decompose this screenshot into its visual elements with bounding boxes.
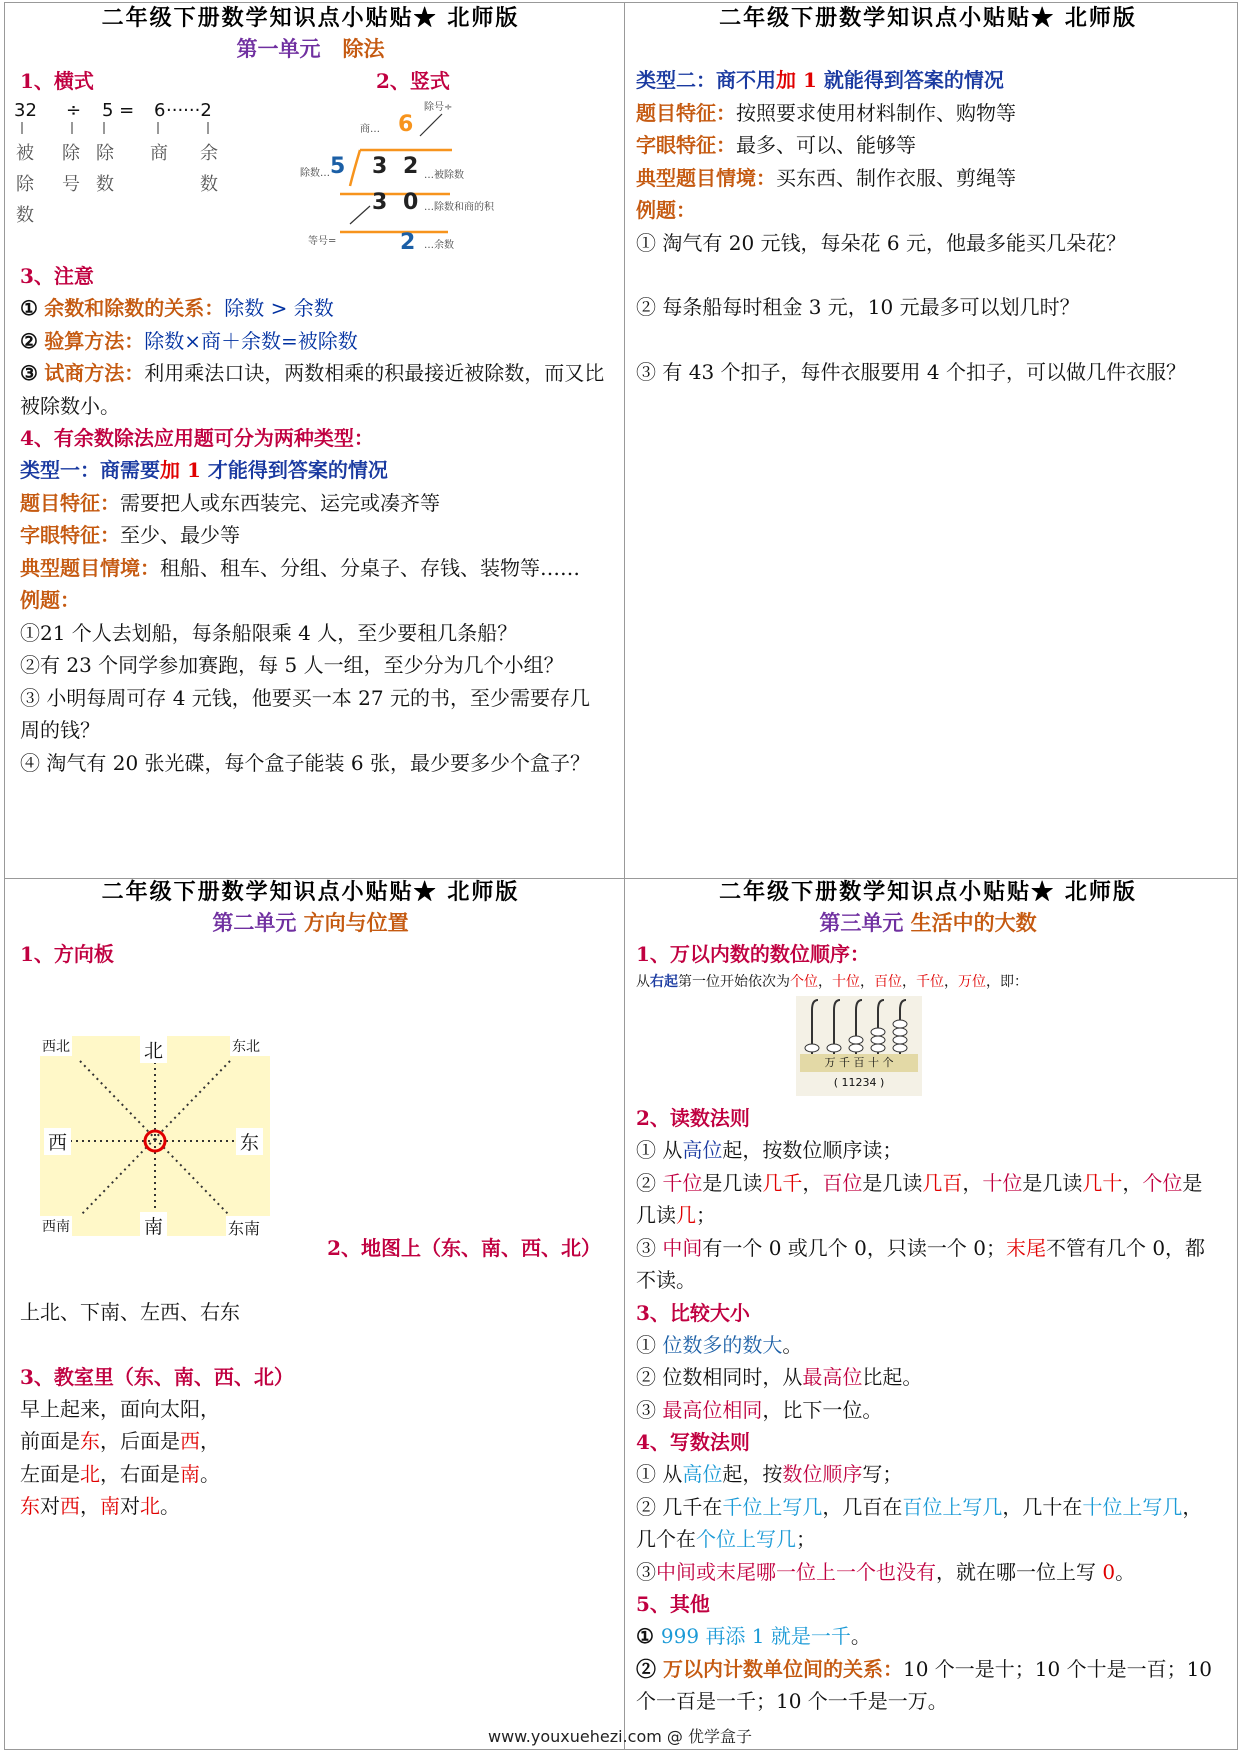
r2-n: 个位 <box>1142 1170 1183 1195</box>
l4-f: 对 <box>120 1494 140 1518</box>
w1-a: ① 从 <box>636 1462 683 1486</box>
c2-b: 最高位 <box>802 1365 863 1389</box>
direction-text <box>20 1296 605 1523</box>
reading-3 <box>636 1232 1220 1297</box>
c2-c: 比起。 <box>862 1365 923 1389</box>
note-3 <box>20 357 605 422</box>
classroom-line-4 <box>20 1490 605 1523</box>
pv-i: ，即： <box>986 974 1028 990</box>
r2-p: 几 <box>676 1203 696 1227</box>
cell-unit1 <box>4 2 619 875</box>
other-2 <box>636 1653 1220 1718</box>
type2-f3-text: 买东西、制作衣服、剪绳等 <box>776 165 1016 190</box>
type2-f3-label: 典型题目情境： <box>636 165 776 190</box>
heading-vertical: 2、竖式 <box>376 69 450 93</box>
pv-c: 第一位开始依次为 <box>678 974 790 990</box>
page-title: 二年级下册数学知识点小贴贴★ 北师版 <box>101 879 520 905</box>
w2-e: ，几十在 <box>1002 1494 1083 1519</box>
abacus-value: ( 11234 ) <box>833 1076 885 1089</box>
r1-c: 起，按数位顺序读； <box>722 1138 903 1162</box>
type2-f1-label: 题目特征： <box>636 100 736 125</box>
heading-classroom: 3、教室里（东、南、西、北） <box>20 1364 294 1389</box>
unit-topic: 除法 <box>342 36 385 61</box>
l2-d: 西 <box>180 1429 200 1453</box>
type1-a: 类型一：商需要 <box>20 458 160 482</box>
note-1 <box>20 292 605 325</box>
w2-g: ，几个在 <box>636 1494 1203 1551</box>
page-title: 二年级下册数学知识点小贴贴★ 北师版 <box>101 5 520 31</box>
r3-e: 不管有几个 0，都不读。 <box>636 1235 1206 1292</box>
abacus-figure <box>636 994 1220 1102</box>
classroom-line-3 <box>20 1458 605 1491</box>
heading-types: 4、有余数除法应用题可分为两种类型： <box>20 426 374 450</box>
l2-e: ， <box>200 1429 220 1453</box>
r2-g: 是几读 <box>862 1170 923 1195</box>
r3-c: 有一个 0 或几个 0，只读一个 0； <box>702 1235 1006 1260</box>
heading-reading: 2、读数法则 <box>636 1106 750 1130</box>
heading-compass: 1、方向板 <box>20 942 114 966</box>
example-2: ②有 23 个同学参加赛跑，每 5 人一组，至少分为几个小组？ <box>20 653 564 677</box>
r1-b: 高位 <box>682 1138 723 1162</box>
w2-d: 百位上写几 <box>902 1494 1003 1519</box>
r2-m: ， <box>1122 1170 1143 1195</box>
long-division-diagram <box>300 102 550 256</box>
label-divide-sign: 除号 <box>62 143 80 195</box>
type2-example-1: ① 淘气有 20 元钱，每朵花 6 元，他最多能买几朵花？ <box>636 230 1126 255</box>
type2-feature-3 <box>636 162 1220 195</box>
w2-f: 十位上写几 <box>1082 1494 1183 1519</box>
w3-c: ，就在哪一位上写 <box>936 1559 1096 1584</box>
example-1: ①21 个人去划船，每条船限乘 4 人，至少要租几条船？ <box>20 620 518 645</box>
r2-q: ； <box>696 1203 716 1227</box>
cell-unit3 <box>620 876 1238 1748</box>
c2-a: ② 位数相同时，从 <box>636 1365 803 1389</box>
vd-dividend: 3 2 <box>372 154 423 179</box>
w3-d: 0 <box>1096 1559 1116 1584</box>
pv-g: 千位 <box>916 974 944 990</box>
note-2-text: 除数×商＋余数=被除数 <box>144 328 358 353</box>
type2-example-3: ③ 有 43 个扣子，每件衣服要用 4 个扣子，可以做几件衣服？ <box>636 359 1186 384</box>
l4-d: ， <box>80 1494 100 1518</box>
eq-divisor: 5 = <box>102 100 135 121</box>
note-3-num: ③ <box>20 361 38 385</box>
type2-c: 就能得到答案的情况 <box>823 68 1004 92</box>
notes-section <box>20 260 605 779</box>
abacus-labels: 万 千 百 十 个 <box>800 1054 918 1072</box>
w1-b: 高位 <box>682 1462 723 1486</box>
compare-3 <box>636 1394 1220 1427</box>
type2-f2-label: 字眼特征： <box>636 133 736 157</box>
note-2-label: 验算方法： <box>44 328 145 353</box>
lbl-remainder: …余数 <box>424 240 454 251</box>
feature-2-text: 至少、最少等 <box>120 523 240 547</box>
label-remainder: 余数 <box>200 143 218 195</box>
r2-l: 几十 <box>1082 1170 1123 1195</box>
footer-watermark: www.youxuehezi.com @ 优学盒子 <box>488 1727 752 1746</box>
type2-feature-1 <box>636 97 1220 130</box>
compass-ne: 东北 <box>230 1036 262 1056</box>
c3-b: 最高位相同 <box>662 1397 763 1422</box>
reading-1 <box>636 1134 1220 1167</box>
label-divisor: 除数 <box>96 143 114 195</box>
note-3-text: 利用乘法口诀，两数相乘的积最接近被除数，而又比被除数小。 <box>20 361 605 418</box>
r2-j: 十位 <box>982 1170 1023 1195</box>
writing-1 <box>636 1458 1220 1491</box>
l3-c: ，右面是 <box>100 1461 180 1486</box>
r3-d: 末尾 <box>1005 1235 1046 1260</box>
w1-d: 数位顺序 <box>782 1462 863 1486</box>
eq-dividend: 32 <box>14 100 37 121</box>
w2-a: ② 几千在 <box>636 1494 723 1519</box>
heading-writing: 4、写数法则 <box>636 1430 750 1454</box>
type2-f2-text: 最多、可以、能够等 <box>736 133 916 157</box>
feature-1-label: 题目特征： <box>20 490 120 515</box>
type2-heading <box>636 64 1220 97</box>
type2-a: 类型二：商不用 <box>636 68 776 92</box>
l3-d: 南 <box>180 1461 200 1486</box>
compare-2 <box>636 1361 1220 1394</box>
r2-c: 是几读 <box>702 1170 763 1195</box>
pv-b: 右起 <box>650 974 678 990</box>
cell-unit2 <box>4 876 619 1748</box>
unit3-title <box>636 908 1220 938</box>
type1-heading <box>20 454 605 487</box>
type2-feature-2 <box>636 129 1220 162</box>
writing-2 <box>636 1491 1220 1556</box>
vd-product: 3 0 <box>372 190 423 215</box>
w2-b: 千位上写几 <box>722 1494 823 1519</box>
heading-place-value: 1、万以内数的数位顺序： <box>636 942 870 966</box>
horizontal-equation <box>14 100 314 122</box>
examples-label: 例题： <box>20 588 80 612</box>
r2-k: 是几读 <box>1022 1170 1083 1195</box>
compass-se: 东南 <box>226 1216 262 1239</box>
l4-c: 西 <box>60 1494 80 1518</box>
l3-e: 。 <box>200 1461 220 1486</box>
c1-b: 位数多的数大 <box>662 1332 783 1357</box>
r1-a: ① 从 <box>636 1138 683 1162</box>
lbl-equal: 等号= <box>308 236 337 247</box>
unit-title <box>20 34 601 64</box>
feature-3-label: 典型题目情境： <box>20 555 160 580</box>
o2-c: 10 个一是十；10 个十是一百；10 个一百是一千；10 个一千是一万。 <box>636 1656 1213 1713</box>
c1-a: ① <box>636 1332 663 1357</box>
w2-c: ，几百在 <box>822 1494 903 1519</box>
note-1-num: ① <box>20 296 38 320</box>
l4-e: 南 <box>100 1494 120 1518</box>
l3-a: 左面是 <box>20 1461 80 1486</box>
o1-a: ① <box>636 1624 661 1648</box>
heading-horizontal: 1、横式 <box>20 69 94 93</box>
lbl-product: …除数和商的积 <box>424 202 494 213</box>
l3-b: 北 <box>80 1461 100 1486</box>
pv-f: 百位 <box>874 974 902 990</box>
compass-e: 东 <box>236 1128 263 1155</box>
w3-a: ③ <box>636 1559 656 1584</box>
example-3: ③ 小明每周可存 4 元钱，他要买一本 27 元的书，至少需要存几周的钱？ <box>20 685 590 742</box>
writing-3 <box>636 1556 1220 1589</box>
l4-a: 东 <box>20 1494 40 1518</box>
c3-c: ，比下一位。 <box>762 1397 883 1422</box>
abacus <box>796 996 922 1096</box>
w1-e: 写； <box>862 1462 903 1486</box>
w2-h: 个位上写几 <box>696 1527 796 1551</box>
r2-e: ， <box>802 1170 823 1195</box>
lbl-quotient: 商… <box>360 124 380 135</box>
unit2-name: 第二单元 <box>212 910 297 935</box>
r2-i: ， <box>962 1170 983 1195</box>
r2-a: ② <box>636 1170 663 1195</box>
pv-d: 个位 <box>790 974 818 990</box>
feature-1-text: 需要把人或东西装完、运完或凑齐等 <box>120 490 440 515</box>
eq-remainder: ······2 <box>166 100 212 121</box>
vd-quotient: 6 <box>398 112 414 137</box>
page-title: 二年级下册数学知识点小贴贴★ 北师版 <box>719 5 1137 31</box>
pv-h: 万位 <box>958 974 986 990</box>
feature-3-text: 租船、租车、分组、分桌子、存钱、装物等…… <box>160 555 580 580</box>
compare-1 <box>636 1329 1220 1362</box>
unit2-topic: 方向与位置 <box>303 910 409 935</box>
heading-other: 5、其他 <box>636 1592 710 1616</box>
type1-feature-1 <box>20 487 605 520</box>
vd-divisor: 5 <box>330 154 346 179</box>
type2-example-2: ② 每条船每时租金 3 元，10 元最多可以划几时？ <box>636 295 1080 319</box>
label-dividend: 被除数 <box>16 143 34 226</box>
r2-h: 几百 <box>922 1170 963 1195</box>
eq-quotient: 6 <box>154 100 166 121</box>
note-2-num: ② <box>20 328 38 353</box>
map-rule: 上北、下南、左西、右东 <box>20 1300 240 1324</box>
r3-b: 中间 <box>662 1235 703 1260</box>
o2-b: 万以内计数单位间的关系： <box>662 1656 903 1681</box>
lbl-dividend: …被除数 <box>424 170 464 181</box>
c1-c: 。 <box>782 1332 803 1357</box>
c3-a: ③ <box>636 1397 663 1422</box>
r2-b: 千位 <box>662 1170 703 1195</box>
o1-c: 。 <box>850 1624 871 1648</box>
o1-b: 999 再添 1 就是一千 <box>660 1624 851 1648</box>
heading-compare: 3、比较大小 <box>636 1300 750 1325</box>
unit3-topic: 生活中的大数 <box>910 910 1037 935</box>
heading-notes: 3、注意 <box>20 264 94 288</box>
pv-e: 十位 <box>832 974 860 990</box>
compass-n: 北 <box>140 1036 167 1063</box>
l2-c: ，后面是 <box>100 1429 180 1453</box>
w1-c: 起，按 <box>722 1462 783 1486</box>
type1-b: 加 1 <box>160 458 201 482</box>
note-2 <box>20 325 605 358</box>
compass-s: 南 <box>140 1212 167 1239</box>
unit2-title <box>20 908 601 938</box>
compass-w: 西 <box>44 1128 71 1155</box>
classroom-line-2 <box>20 1425 605 1458</box>
feature-2-label: 字眼特征： <box>20 523 120 547</box>
type2-f1-text: 按照要求使用材料制作、购物等 <box>736 100 1016 125</box>
note-1-text: 除数 > 余数 <box>224 296 334 320</box>
type2-examples-label: 例题： <box>636 198 696 222</box>
l4-h: 。 <box>160 1494 180 1518</box>
type2-b: 加 1 <box>776 68 817 92</box>
eq-divide-sign: ÷ <box>66 100 82 121</box>
lbl-divide-sign: 除号÷ <box>424 102 453 113</box>
reading-2 <box>636 1167 1220 1232</box>
pv-a: 从 <box>636 974 650 990</box>
r2-o: 是几读 <box>636 1170 1203 1227</box>
l2-b: 东 <box>80 1429 100 1453</box>
r2-d: 几千 <box>762 1170 803 1195</box>
l4-g: 北 <box>140 1494 160 1518</box>
note-3-label: 试商方法： <box>44 361 145 385</box>
o2-a: ② <box>636 1656 663 1681</box>
label-quotient: 商 <box>150 143 168 164</box>
w3-b: 中间或末尾哪一位上一个也没有 <box>656 1559 936 1584</box>
cell-type2 <box>620 2 1238 875</box>
unit-name: 第一单元 <box>236 36 321 61</box>
heading-map: 2、地图上（东、南、西、北） <box>327 1236 601 1260</box>
r2-f: 百位 <box>822 1170 863 1195</box>
unit3-name: 第三单元 <box>819 910 904 935</box>
other-1 <box>636 1620 1220 1653</box>
type1-feature-2 <box>20 519 605 552</box>
w3-e: 。 <box>1115 1559 1136 1584</box>
note-1-label: 余数和除数的关系： <box>44 296 225 320</box>
compass-board <box>40 1036 270 1236</box>
lbl-divisor: 除数… <box>300 168 330 179</box>
l2-a: 前面是 <box>20 1429 80 1453</box>
example-4: ④ 淘气有 20 张光碟，每个盒子能装 6 张，最少要多少个盒子？ <box>20 750 590 775</box>
compass-nw: 西北 <box>40 1036 72 1056</box>
page-title: 二年级下册数学知识点小贴贴★ 北师版 <box>719 879 1137 905</box>
place-value-order: 从右起第一位开始依次为个位，十位，百位，千位，万位，即： <box>636 974 1028 990</box>
r3-a: ③ <box>636 1235 663 1260</box>
l4-b: 对 <box>40 1494 60 1518</box>
type1-feature-3 <box>20 552 605 617</box>
vd-remainder: 2 <box>400 230 416 255</box>
eq-tick-lines <box>14 120 234 140</box>
w2-i: ； <box>796 1527 816 1551</box>
classroom-line-1: 早上起来，面向太阳， <box>20 1396 220 1421</box>
compass-sw: 西南 <box>40 1216 72 1236</box>
type1-c: 才能得到答案的情况 <box>207 458 388 482</box>
